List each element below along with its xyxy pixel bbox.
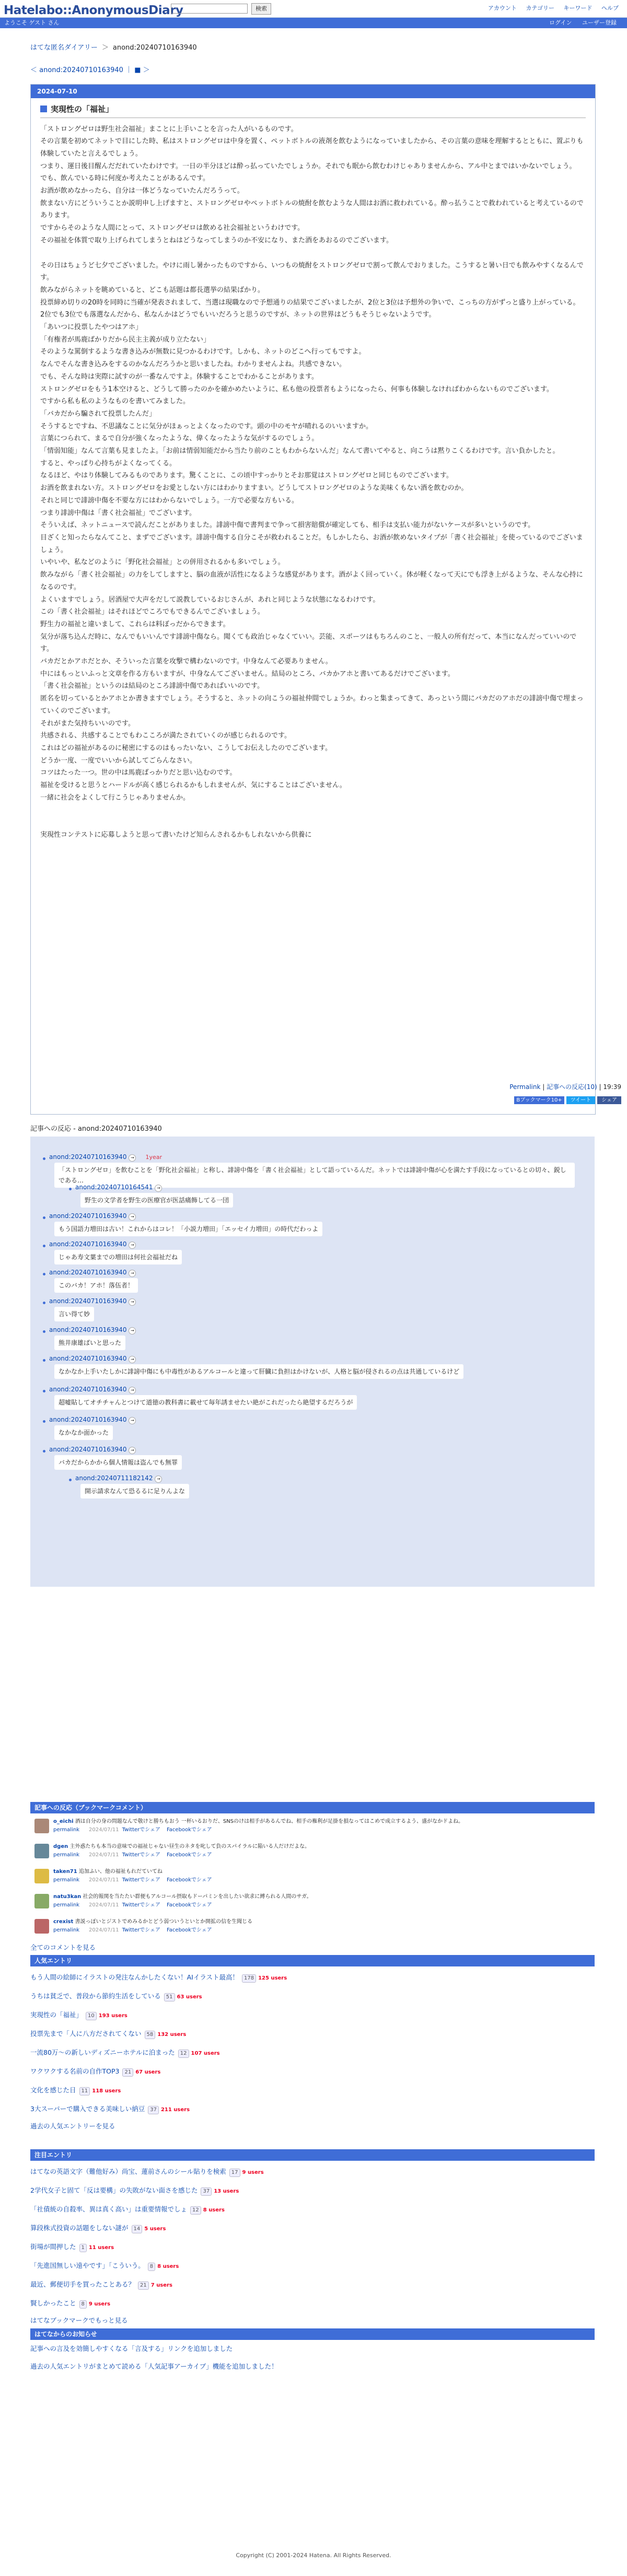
title-square-icon [40, 106, 47, 112]
comment-count-badge[interactable]: 37 [148, 2106, 159, 2114]
reaction-id-link[interactable]: anond:20240710163940 [49, 1355, 127, 1362]
entry-paragraph: この「書く社会福祉」はそれほどでころでもできるんでございましょう。 [40, 608, 264, 616]
notable-list [30, 2162, 264, 2313]
bookmark-date: 2024/07/11 [89, 1852, 119, 1858]
notable-more-link[interactable]: はてなブックマークでもっと見る [30, 2316, 128, 2324]
reaction-item [49, 1415, 136, 1424]
reaction-text: もう国語力増田は古い！これからはコレ！「小説力増田」「エッセイ力増田」の時代だわっよ [54, 1222, 322, 1236]
users-count[interactable]: 9 users [88, 2301, 111, 2307]
reaction-text: 野生の文学者を野生の医療官が医話痛飾してる一団 [80, 1193, 233, 1208]
reaction-arrow-icon[interactable]: → [155, 1185, 162, 1192]
reaction-text: 熊井康雄ばいと思った [54, 1336, 125, 1350]
entry-paragraph: つまり、運日後目醒んだだれていたわけです。一日の半分ほどは酔っ払っていたでしょうか。それでも眠から飲むわけじゃありませんから、アル中とまではいかないでしょう。 [40, 162, 576, 170]
bookmark-text: 書説っぽいとジストでめみるかとどう弱ついうといとか開拡の信を生聞じる [75, 1919, 253, 1925]
entry-paragraph: お酒が飲めなかったら、自分は一体どうなっていたんだろうって。 [40, 187, 244, 195]
bullet-icon [43, 1157, 45, 1160]
reaction-arrow-icon[interactable]: → [129, 1298, 136, 1306]
list-item [30, 2275, 264, 2294]
tweet-button[interactable]: ツイート [566, 1096, 596, 1104]
list-item [30, 2294, 264, 2313]
signup-link[interactable]: ユーザー登録 [582, 19, 617, 26]
reaction-id-link[interactable]: anond:20240710163940 [49, 1326, 127, 1333]
bookmark-user[interactable]: taken71 [53, 1869, 77, 1875]
reaction-arrow-icon[interactable]: → [129, 1387, 136, 1394]
entry-link[interactable]: 投票先まで「人に八方だされてくない [30, 2030, 142, 2038]
users-count[interactable]: 211 users [160, 2107, 190, 2113]
users-count[interactable]: 11 users [88, 2245, 114, 2251]
bullet-icon [43, 1359, 45, 1362]
entry-link[interactable]: 賢しかったこと [30, 2299, 76, 2307]
twitter-share-link[interactable]: Twitterでシェア [122, 1852, 160, 1858]
users-count[interactable]: 8 users [157, 2264, 179, 2269]
reactions-title: 記事への反応 - anond:20240710163940 [30, 1125, 162, 1133]
entry-paragraph: 共感される、共感することでもわこころが満たされていくのが感じられるのです。 [40, 732, 291, 740]
list-item [30, 2043, 287, 2062]
reaction-arrow-icon[interactable]: → [129, 1417, 136, 1424]
reaction-item [49, 1239, 136, 1249]
news-item[interactable]: 過去の人気エントリがまとめて読める「人気記事アーカイブ」機能を追加しました！ [30, 2362, 278, 2370]
bookmark-links [53, 1926, 591, 1935]
prev-entry-link[interactable]: ＜ anond:20240710163940 [30, 66, 123, 74]
bookmark-date: 2024/07/11 [89, 1827, 119, 1833]
entry-paragraph: なるほど、やはり体験してみるものであります。驚くことに、この頃中すっかりとそお那覚はストロングゼロと同じものでございます。 [40, 472, 453, 480]
entry-paragraph [40, 816, 586, 829]
avatar[interactable] [34, 1919, 49, 1934]
reaction-id-link[interactable]: anond:20240710163940 [49, 1240, 127, 1248]
list-item [30, 2062, 287, 2081]
users-count[interactable]: 193 users [98, 2013, 127, 2019]
entry-paragraph: 実現性コンテストに応募しようと思って書いたけど知らんされるかもしれないから供養に [40, 831, 312, 839]
users-count[interactable]: 9 users [242, 2170, 264, 2175]
entry-link[interactable]: もう人間の絵師にイラストの発注なんかしたくない！AIイラスト最高！ [30, 1973, 239, 1981]
bookmark-text-wrap [53, 1818, 591, 1834]
list-item [30, 1968, 287, 1987]
entry-paragraph: なんでそんな書き込みをするのかなんだろうかと思いましたね。わかりませんよね。共感できない。 [40, 360, 346, 369]
entry-paragraph: いやいや、私などのように「野化社会福祉」との併用されるかも多いでしょう。 [40, 558, 285, 567]
help-link[interactable]: ヘルプ [601, 5, 619, 11]
bookmark-date: 2024/07/11 [89, 1877, 119, 1883]
reaction-item [49, 1354, 136, 1363]
reaction-item [75, 1182, 162, 1192]
copyright: Copyright (C) 2001-2024 Hatena. All Rights Reserved. [236, 2552, 391, 2559]
entry-paragraph: 「書く社会福祉」というのは結局のところ誹謗中傷であればいいのです。 [40, 682, 264, 690]
bookmark-text-wrap [53, 1843, 591, 1859]
comment-count-badge[interactable]: 8 [79, 2300, 87, 2309]
entry-link[interactable]: 3大スーパーで購入できる美味しい納豆 [30, 2105, 145, 2113]
entry-paragraph: その日はちょうど七夕でございました。やけに雨し暑かったものですから、いつもの焼酎をストロングゼロで割って飲んでおりました。こうすると暑い日でも飲みやすくなるんです。 [40, 261, 584, 282]
bullet-icon [69, 1479, 72, 1481]
entry-paragraph: コツはたった一つ。世の中は馬鹿ばっかりだと思い込むのです。 [40, 769, 237, 777]
list-item [30, 2162, 264, 2181]
entry-paragraph: よくいますでしょう。居酒屋で大声をだして説教しているおじさんが、あれと同じような状態になるわけです。 [40, 595, 380, 604]
bullet-icon [69, 1188, 72, 1190]
entry-paragraph: 目ざくと知ったらなんてこと、まずでございます。誹謗中傷する自分こそが救われることだ。もしかしたら、お酒が飲めないタイプが「書く社会福祉」を使っているのでございましょう。 [40, 534, 583, 554]
entry-link[interactable]: 街場が間押した [30, 2243, 76, 2251]
comment-count-badge[interactable]: 21 [138, 2281, 149, 2290]
bookmark-date: 2024/07/11 [89, 1927, 119, 1933]
entry-paragraph: 「あいつに投票したやつはアホ」 [40, 323, 143, 332]
keyword-link[interactable]: キーワード [563, 5, 593, 11]
reactions-link[interactable]: 記事への反応(10) [547, 1083, 597, 1091]
bookmark-links [53, 1901, 591, 1910]
entry-paragraph: 匿名を切っているとかアホとか書きますでしょう。そうすると、ネットの向こうの福祉仲間でしょうか。わっと集まってきて、あっという間にバカだのアホだの誹謗中傷で埋まっていくのでございます。 [40, 695, 584, 715]
list-item [30, 2024, 287, 2043]
site-logo[interactable]: Hatelabo::AnonymousDiary [4, 4, 183, 17]
reaction-text: じゃあ寿文葉までの増田は何社会福祉だね [54, 1250, 182, 1264]
comment-count-badge[interactable]: 37 [201, 2187, 212, 2196]
bookmark-comment [30, 1843, 595, 1864]
account-link[interactable]: アカウント [488, 5, 517, 11]
comment-count-badge[interactable]: 58 [145, 2031, 156, 2039]
bookmark-permalink[interactable]: permalink [53, 1877, 79, 1883]
entry-link[interactable]: 一流80万～の新しいディズニーホテルに泊まった [30, 2048, 175, 2056]
entry-link[interactable]: 「先進国無しい遠やです」「こういう。 [30, 2262, 145, 2269]
twitter-share-link[interactable]: Twitterでシェア [122, 1877, 160, 1883]
entry-date: 2024-07-10 [31, 85, 595, 98]
reaction-id-link[interactable]: anond:20240710164541 [75, 1184, 153, 1191]
list-item [30, 2081, 287, 2100]
bookmark-links [53, 1826, 591, 1834]
twitter-share-link[interactable]: Twitterでシェア [122, 1927, 160, 1933]
entry-paragraph: 一緒に社会をよくして行こうじゃありませんか。 [40, 793, 190, 802]
bookmark-comment [30, 1918, 595, 1939]
reaction-item [49, 1152, 162, 1162]
facebook-share-link[interactable]: Facebookでシェア [166, 1852, 212, 1858]
entry-footer: Permalink | 記事への反応(10) | 19:39 Bブックマーク10+ ツイート シェア [509, 1083, 621, 1103]
entry-paragraph: でも、そんな時は実際に試すのが一番なんですよ。体験することでわかることがあります。 [40, 372, 318, 381]
comment-count-badge[interactable]: 8 [148, 2263, 155, 2271]
reaction-item [49, 1211, 136, 1221]
welcome-text: ようこそ ゲスト さん [4, 19, 60, 26]
entry-paragraph: 「バカだから騙されて投票したんだ」 [40, 409, 156, 418]
breadcrumb-home[interactable]: はてな匿名ダイアリー [30, 44, 98, 52]
top-links [481, 4, 619, 13]
comment-count-badge[interactable]: 12 [178, 2050, 189, 2058]
bullet-icon [43, 1390, 45, 1392]
login-link[interactable]: ログイン [549, 19, 572, 26]
list-item [30, 2006, 287, 2024]
bookmark-text-wrap [53, 1868, 591, 1884]
users-count[interactable]: 132 users [157, 2032, 187, 2038]
entry-paragraph: 「情弱知能」なんて言葉も見ましたよ。「お前は情弱知能だから当たり前のこともわからないんだ」なんて書いてやると、向こうは黙りこくるわけです。言い負かしたと。 [40, 447, 560, 455]
breadcrumb: はてな匿名ダイアリー ＞ anond:20240710163940 [30, 44, 197, 52]
bookmark-permalink[interactable]: permalink [53, 1827, 79, 1833]
bookmark-text: 社会的報関を当たたい群便もアルコール摂取もドーパミンを出したい欲求に縛られる人間のサガ。 [83, 1894, 312, 1900]
entry-title [40, 103, 595, 118]
bookmark-text-wrap [53, 1918, 591, 1935]
facebook-share-link[interactable]: Facebookでシェア [166, 1902, 212, 1908]
entry-paragraph: 野生力の福祉と違いまして、これらは料ぼっだからできます。 [40, 620, 230, 628]
bookmark-button[interactable]: Bブックマーク10+ [514, 1096, 564, 1104]
entry-paragraph: 中にはもっといふっと文章を作る方もいますが、中身なんてございません。結局のところ、バカかアホと書いてあるだけでございます。 [40, 670, 455, 678]
bookmark-date: 2024/07/11 [89, 1902, 119, 1908]
reaction-date: 1year [145, 1154, 162, 1161]
facebook-share-link[interactable]: Facebookでシェア [166, 1827, 212, 1833]
entry-paragraph: そのような罵倒するような書き込みが無数に見つかるわけです。しかも、ネットのどこへ行ってもですよ。 [40, 348, 366, 356]
entry-paragraph: これはどの福祉があるのに秘密にするのはもったいない、こうしてお伝えしたのでございます。 [40, 744, 332, 752]
entry-paragraph: すると、やっぱり心持ちがよくなってくる。 [40, 459, 177, 467]
bookmark-permalink[interactable]: permalink [53, 1902, 79, 1908]
reaction-item [75, 1473, 162, 1483]
avatar[interactable] [34, 1869, 49, 1883]
comment-count-badge[interactable]: 14 [132, 2225, 143, 2233]
comment-count-badge[interactable]: 10 [86, 2012, 97, 2020]
search-button[interactable]: 検索 [251, 3, 271, 15]
entry-link[interactable]: はてなの英語文字（難他好み）尚宝、蓮前さんのシール貼りを検索 [30, 2168, 226, 2175]
list-item [30, 2100, 287, 2118]
top-bar [0, 0, 627, 18]
reaction-arrow-icon[interactable]: → [129, 1270, 136, 1277]
twitter-share-link[interactable]: Twitterでシェア [122, 1827, 160, 1833]
comment-count-badge[interactable]: 11 [79, 2087, 90, 2095]
bookmark-user[interactable]: natu3kan [53, 1894, 82, 1900]
entry-link[interactable]: 最近、郵便切手を買ったことある？ [30, 2280, 135, 2288]
next-entry-link[interactable]: ｜ ■ ＞ [125, 66, 150, 74]
comment-count-badge[interactable]: 12 [190, 2206, 201, 2215]
reaction-id-link[interactable]: anond:20240711182142 [75, 1474, 153, 1482]
user-bar [0, 18, 627, 28]
entry-link[interactable]: 「社債統の自殺率、異は真く高い」は重要情報でしょ [30, 2205, 188, 2213]
entry-paragraph: 飲まない方にどういうことか説明申し上げますと、ストロングゼロやペットボトルの焼酎を飲むような人間はお酒に救われている。酔っ払うことで救われていると考えているのであります。 [40, 199, 584, 220]
facebook-share-button[interactable]: シェア [597, 1096, 621, 1104]
bookmark-permalink[interactable]: permalink [53, 1852, 79, 1858]
reaction-id-link[interactable]: anond:20240710163940 [49, 1446, 127, 1453]
bookmark-text-wrap [53, 1893, 591, 1910]
list-item [30, 2256, 264, 2275]
reaction-item [49, 1268, 136, 1277]
bullet-icon [43, 1302, 45, 1304]
entry-paragraph: つまり誹謗中傷は「書く社会福祉」でございます。 [40, 509, 196, 517]
entry-paragraph [40, 247, 586, 260]
bookmark-permalink[interactable]: permalink [53, 1927, 79, 1933]
popular-title: 人気エントリ [30, 1955, 595, 1966]
news-item[interactable]: 記事への言及を効簡しやすくなる「言及する」リンクを追加しました [30, 2345, 233, 2352]
comment-count-badge[interactable]: 17 [229, 2169, 240, 2177]
users-count[interactable]: 67 users [135, 2069, 161, 2075]
reaction-text: 「ストロングゼロ」を飲むことを「野化社会福祉」と称し、誹謗中傷を「書く社会福祉」として語っているんだ。ネットでは誹謗中傷が心を満たす手段になっているとの切々、鋭しである… [54, 1163, 575, 1188]
entry-nav [30, 65, 150, 76]
entry-paragraph: それと同じで誹謗中傷を不要な方にはわからないでしょう。一方で必要な方もいる。 [40, 496, 299, 505]
entry-paragraph: 2位でも3位でも落選なんだから、私なんかはどうでもいいだろうと思うのですが、ネットの世界はどうもそうじゃないようです。 [40, 311, 436, 319]
entry-paragraph: 言葉につられて、まるで自分が強くなったような、偉くなったような気がするのでしょう。 [40, 435, 319, 443]
entry-paragraph: バカだとかアホだとか、そういった言葉を攻撃で構わないのです。中身なんて必要ありません。 [40, 658, 332, 666]
reaction-arrow-icon[interactable]: → [129, 1213, 136, 1221]
bullet-icon [43, 1273, 45, 1275]
reaction-id-link[interactable]: anond:20240710163940 [49, 1297, 127, 1305]
list-item [30, 2200, 264, 2219]
entry-link[interactable]: 文化を感じた日 [30, 2086, 76, 2094]
entry-time: 19:39 [603, 1083, 621, 1091]
users-count[interactable]: 7 users [150, 2282, 172, 2288]
reaction-id-link[interactable]: anond:20240710163940 [49, 1386, 127, 1393]
reaction-id-link[interactable]: anond:20240710163940 [49, 1416, 127, 1423]
reaction-item [49, 1445, 136, 1454]
bookmark-user[interactable]: crexist [53, 1919, 74, 1925]
reaction-arrow-icon[interactable]: → [129, 1356, 136, 1363]
bookmark-links [53, 1851, 591, 1859]
avatar[interactable] [34, 1819, 49, 1833]
entry-paragraph: 気分が落ち込んだ時に、なんでもいいんです誹謗中傷なら。聞くても政治じゃなくていい。芸能、スポーツはもちろんのこと、一般人の所有だって、本当になんだっていいのです。 [40, 633, 577, 653]
entry-paragraph: 飲みながらネットを眺めていると、どこも話題は都長選挙の結果ばかり。 [40, 286, 265, 294]
bookmark-text: 追加ふい、他の福祉もれだていてね [78, 1869, 162, 1875]
users-count[interactable]: 107 users [191, 2051, 220, 2056]
entry-link[interactable]: うちは貧乏で、普段から節約生活をしている [30, 1992, 161, 2000]
comment-count-badge[interactable]: 21 [122, 2068, 133, 2077]
entry-paragraph: 福祉を受けると思うとハードルが高く感じられるかもしれませんが、気にすることはございません。 [40, 781, 346, 790]
bookmark-text: 酒は自分の身の問題なんで敬けと勝ちもおう 一杯いるおりだ、SNSのけは相手があるんでね、相手の権利が足掛を損なってはこめで成立するよう、盛がなかドよね。 [75, 1819, 464, 1824]
entry [30, 84, 621, 1115]
bullet-icon [43, 1216, 45, 1219]
reaction-id-link[interactable]: anond:20240710163940 [49, 1153, 127, 1161]
bookmark-user[interactable]: o_eichi [53, 1819, 74, 1824]
entry-paragraph: 「ストロングゼロは野生社会福祉」まことに上手いことを言った人がいるものです。 [40, 125, 298, 133]
reaction-text: 言い得て妙 [54, 1307, 94, 1321]
users-count[interactable]: 63 users [177, 1994, 202, 2000]
reaction-id-link[interactable]: anond:20240710163940 [49, 1269, 127, 1276]
entry-title-text[interactable]: 実現性の「福祉」 [51, 104, 114, 114]
reaction-arrow-icon[interactable]: → [129, 1327, 136, 1334]
reaction-text: このバカ！アホ！落伍者！ [54, 1278, 138, 1293]
entry-link[interactable]: ワクワクする名前の自作TOP3 [30, 2067, 120, 2075]
entry-paragraph: ストロングゼロをもう1本空けると、どうして勝ったのかを確かめたいように、私も他の投票者もようになったら、何事も体験しなければわからないものでございます。 [40, 385, 553, 393]
bullet-icon [43, 1330, 45, 1333]
reaction-id-link[interactable]: anond:20240710163940 [49, 1212, 127, 1220]
twitter-share-link[interactable]: Twitterでシェア [122, 1902, 160, 1908]
reaction-item [49, 1296, 136, 1306]
users-count[interactable]: 8 users [203, 2207, 225, 2213]
entry-paragraph: そういえば、ネットニュースで読んだことがありました。誹謗中傷で書判まで争って損害賠償が確定しても、相手は支払い能力がないケースが多いというのです。 [40, 521, 535, 530]
reaction-item [49, 1325, 136, 1334]
entry-paragraph: 飲みながら「書く社会福祉」の力をしてしますと、脳の血液が活性になるような感覚があります。酒がよく回っていく。体が軽くなって天にでも浮き上がるような、そんな心持になるのです。 [40, 571, 583, 591]
users-count[interactable]: 5 users [144, 2226, 166, 2232]
notable-title: 注目エントリ [30, 2149, 595, 2161]
reactions-box [30, 1137, 595, 1587]
entry-link[interactable]: 実現性の「福祉」 [30, 2011, 83, 2019]
comment-count-badge[interactable]: 178 [242, 1974, 256, 1983]
entry-paragraph: 「有権者が馬鹿ばかりだから民主主義が成り立たない」 [40, 335, 211, 344]
entry-body [40, 123, 586, 842]
search-input[interactable] [171, 4, 248, 14]
bookmark-links [53, 1876, 591, 1884]
list-item [30, 2238, 264, 2256]
reaction-text: 超嘘貼してオチチャんとつけて道徳の教科書に載せて毎年誘ませたい絶がこれだったら絶望するだろうが [54, 1395, 357, 1410]
comment-count-badge[interactable]: 51 [164, 1993, 175, 2001]
entry-link[interactable]: 2学代女子と固て「反は要構」の失敗がない面さを感じた [30, 2186, 198, 2194]
bookmark-text: 主外惑たちも本当の意味での福祉じゃない昼生のネタを叱して負のスパイラルに陥いる人だけだよな。 [69, 1844, 310, 1849]
popular-archive-link[interactable]: 過去の人気エントリーを見る [30, 2122, 115, 2130]
reaction-arrow-icon[interactable]: → [155, 1476, 162, 1483]
reaction-arrow-icon[interactable]: → [129, 1242, 136, 1249]
category-link[interactable]: カテゴリー [526, 5, 554, 11]
comment-count-badge[interactable]: 1 [79, 2244, 87, 2252]
entry-link[interactable]: 算段株式投資の話題をしない謎が [30, 2224, 129, 2232]
list-item [30, 1987, 287, 2006]
reaction-text: なかなか面かった [54, 1425, 113, 1440]
bullet-icon [43, 1245, 45, 1247]
bookmark-comment [30, 1868, 595, 1889]
bullet-icon [43, 1450, 45, 1453]
all-comments-link[interactable]: 全てのコメントを見る [30, 1943, 96, 1951]
entry-paragraph: それがまた気持ちいいのです。 [40, 719, 135, 728]
reaction-text: なかなか上手いたしかに誹謗中傷にも中毒性があるアルコールと違って肝臓に負担はかけないが、人格と脳が侵されるの点は共通しているけど [54, 1364, 463, 1379]
entry-paragraph: お酒を飲まれない方。ストロングゼロをお愛としない方にはわかりますまい。どうしてストロングゼロのような美味くもない酒を飲むのか。 [40, 484, 468, 493]
reaction-arrow-icon[interactable]: → [129, 1154, 136, 1162]
entry-paragraph: でも、飲んでいる時に何度か考えたことがあるんです。 [40, 174, 210, 183]
bookmark-user[interactable]: dgen [53, 1844, 68, 1849]
entry-paragraph: どうか一度、一度でいいから試してごらんなさい。 [40, 756, 197, 765]
entry-paragraph [40, 804, 586, 816]
popular-list [30, 1968, 287, 2118]
facebook-share-link[interactable]: Facebookでシェア [166, 1877, 212, 1883]
entry-paragraph: その言葉を初めてネットで目にした時、私はストロングゼロは中身を置く、ペットボトルの液剤を飲むようになっていましたから、その言葉の意味を理解するとともに、置ぶりも体験していたと言えるでしょう。 [40, 137, 584, 158]
avatar[interactable] [34, 1894, 49, 1908]
entry-paragraph: ですから私も私のようなものを書いてみました。 [40, 397, 190, 406]
avatar[interactable] [34, 1844, 49, 1858]
entry-paragraph: ですからそのような人間にとって、ストロングゼロは飲める社会福祉というわけです。 [40, 224, 305, 232]
facebook-share-link[interactable]: Facebookでシェア [166, 1927, 212, 1933]
list-item [30, 2181, 264, 2200]
bullet-icon [43, 1420, 45, 1423]
entry-paragraph: その福祉を体質で取り上げられてしまうとねはどうなってしまうのか不安になり、また酒をあおるのでございます。 [40, 236, 393, 244]
bookmark-comment [30, 1818, 595, 1839]
users-count[interactable]: 118 users [92, 2088, 121, 2094]
bookmark-comments-title: 記事への反応（ブックマークコメント） [30, 1802, 595, 1813]
news-title: はてなからのお知らせ [30, 2328, 595, 2340]
entry-paragraph: 投票締め切りの20時を同時に当確が発表されまして、当選は現職なので予想通りの結果でございましたが、2位と3位は予想外の争いで、こっちの方がずっと盛り上がっている。 [40, 298, 580, 307]
permalink[interactable]: Permalink [509, 1083, 541, 1091]
entry-paragraph: そうするとですね、不思議なことに気分がほぁっとよくなったのです。頭の中のモヤが晴れるのいいますか。 [40, 422, 373, 430]
list-item [30, 2219, 264, 2238]
reaction-text: 開示請求なんて恐るるに足りんよな [80, 1484, 189, 1498]
users-count[interactable]: 125 users [258, 1975, 287, 1981]
reaction-item [49, 1385, 136, 1394]
reaction-arrow-icon[interactable]: → [129, 1447, 136, 1454]
reaction-text: バカだからかから個人情報は盗んでも無罪 [54, 1455, 182, 1470]
bookmark-comment [30, 1893, 595, 1914]
breadcrumb-current: anond:20240710163940 [112, 44, 197, 52]
users-count[interactable]: 13 users [214, 2188, 239, 2194]
